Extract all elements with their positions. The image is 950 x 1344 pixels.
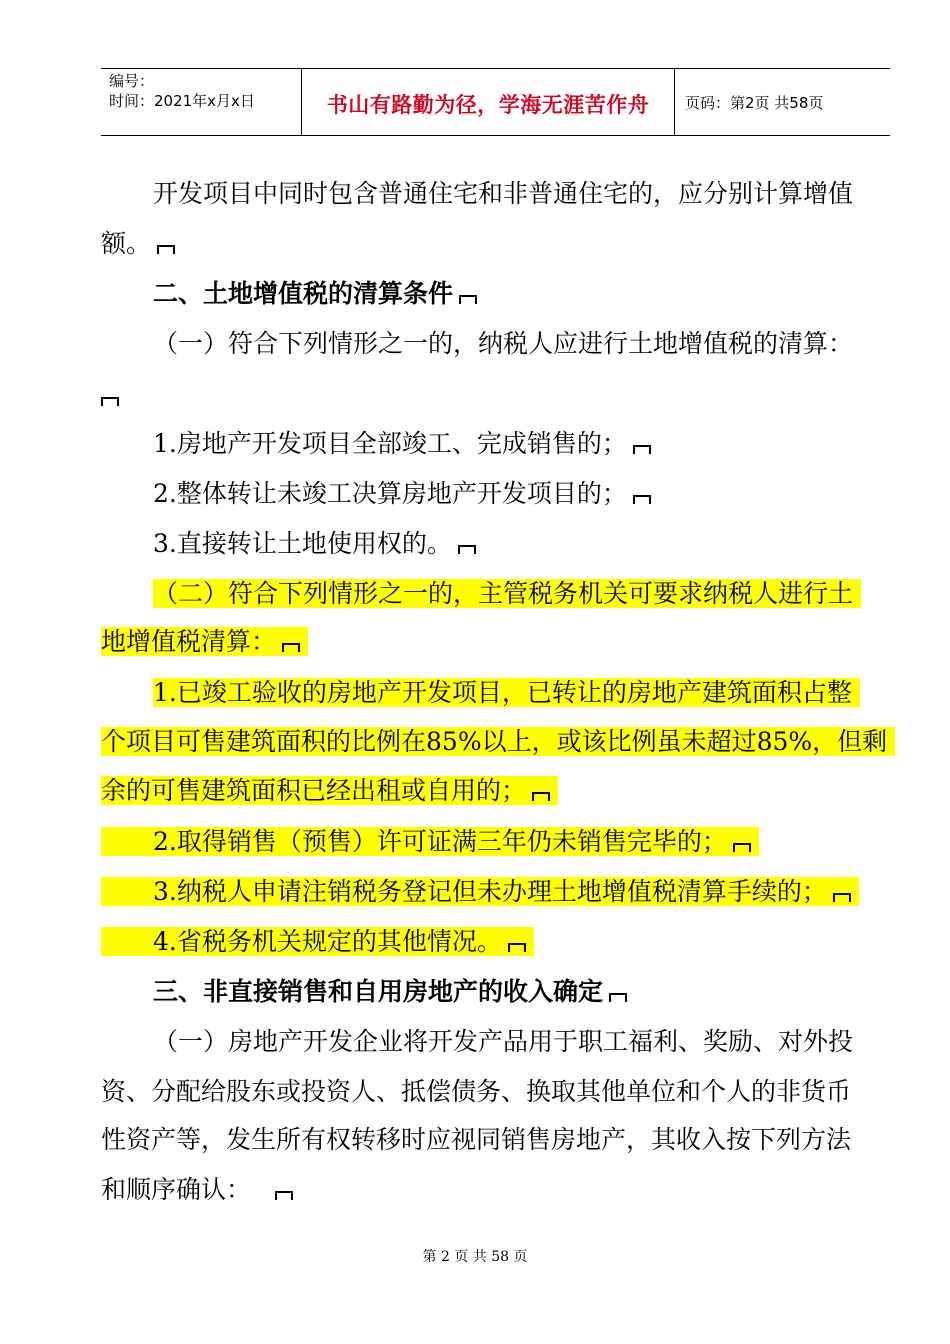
paragraph-mark-icon xyxy=(733,843,751,852)
page-info: 页码：第2页 共58页 xyxy=(685,94,824,112)
list-item: 2.整体转让未竣工决算房地产开发项目的； xyxy=(153,474,651,514)
highlighted-line: 1.已竣工验收的房地产开发项目，已转让的房地产建筑面积占整 xyxy=(153,673,860,713)
number-label: 编号： xyxy=(109,72,155,90)
page-footer: 第 2 页 共 58 页 xyxy=(422,1249,528,1265)
header-page-cell xyxy=(675,69,890,135)
paragraph-mark-icon xyxy=(101,397,119,406)
paragraph-mark-icon xyxy=(633,445,651,454)
paragraph-mark-icon xyxy=(157,245,175,254)
paragraph-line: 性资产等，发生所有权转移时应视同销售房地产，其收入按下列方法 xyxy=(101,1125,852,1154)
paragraph-line xyxy=(101,376,119,416)
paragraph-mark-icon xyxy=(532,792,550,801)
highlighted-line: 4.省税务机关规定的其他情况。 xyxy=(101,922,534,962)
paragraph-mark-icon xyxy=(609,993,627,1002)
time-label: 时间：2021年x月x日 xyxy=(109,92,255,110)
header-motto-cell xyxy=(302,69,675,135)
paragraph-line: 资、分配给股东或投资人、抵偿债务、换取其他单位和个人的非货币 xyxy=(101,1077,852,1106)
highlighted-line: 个项目可售建筑面积的比例在85%以上，或该比例虽未超过85%，但剩 xyxy=(101,722,895,762)
paragraph-mark-icon xyxy=(275,1191,293,1200)
paragraph-mark-icon xyxy=(508,943,526,952)
paragraph-mark-icon xyxy=(282,643,300,652)
paragraph-mark-icon xyxy=(459,295,477,304)
highlighted-line: （二）符合下列情形之一的，主管税务机关可要求纳税人进行土 xyxy=(153,574,861,614)
highlighted-line: 3.纳税人申请注销税务登记但未办理土地增值税清算手续的； xyxy=(101,872,859,912)
header-meta-cell xyxy=(101,69,302,135)
paragraph-line: 和顺序确认： xyxy=(101,1170,293,1210)
paragraph-line: 开发项目中同时包含普通住宅和非普通住宅的，应分别计算增值 xyxy=(153,179,854,208)
section-heading: 三、非直接销售和自用房地产的收入确定 xyxy=(153,972,627,1012)
paragraph-mark-icon xyxy=(633,495,651,504)
header-table xyxy=(101,68,890,136)
paragraph-line: （一）房地产开发企业将开发产品用于职工福利、奖励、对外投 xyxy=(153,1027,854,1056)
motto-text: 书山有路勤为径，学海无涯苦作舟 xyxy=(326,93,650,117)
list-item: 1.房地产开发项目全部竣工、完成销售的； xyxy=(153,424,651,464)
paragraph-mark-icon xyxy=(458,545,476,554)
list-item: 3.直接转让土地使用权的。 xyxy=(153,524,476,564)
paragraph-line: 额。 xyxy=(101,224,175,264)
highlighted-line: 余的可售建筑面积已经出租或自用的； xyxy=(101,771,558,811)
highlighted-line: 2.取得销售（预售）许可证满三年仍未销售完毕的； xyxy=(101,822,759,862)
section-heading: 二、土地增值税的清算条件 xyxy=(153,274,477,314)
highlighted-line: 地增值税清算： xyxy=(101,622,308,662)
paragraph-line: （一）符合下列情形之一的，纳税人应进行土地增值税的清算： xyxy=(153,329,854,358)
paragraph-mark-icon xyxy=(833,893,851,902)
